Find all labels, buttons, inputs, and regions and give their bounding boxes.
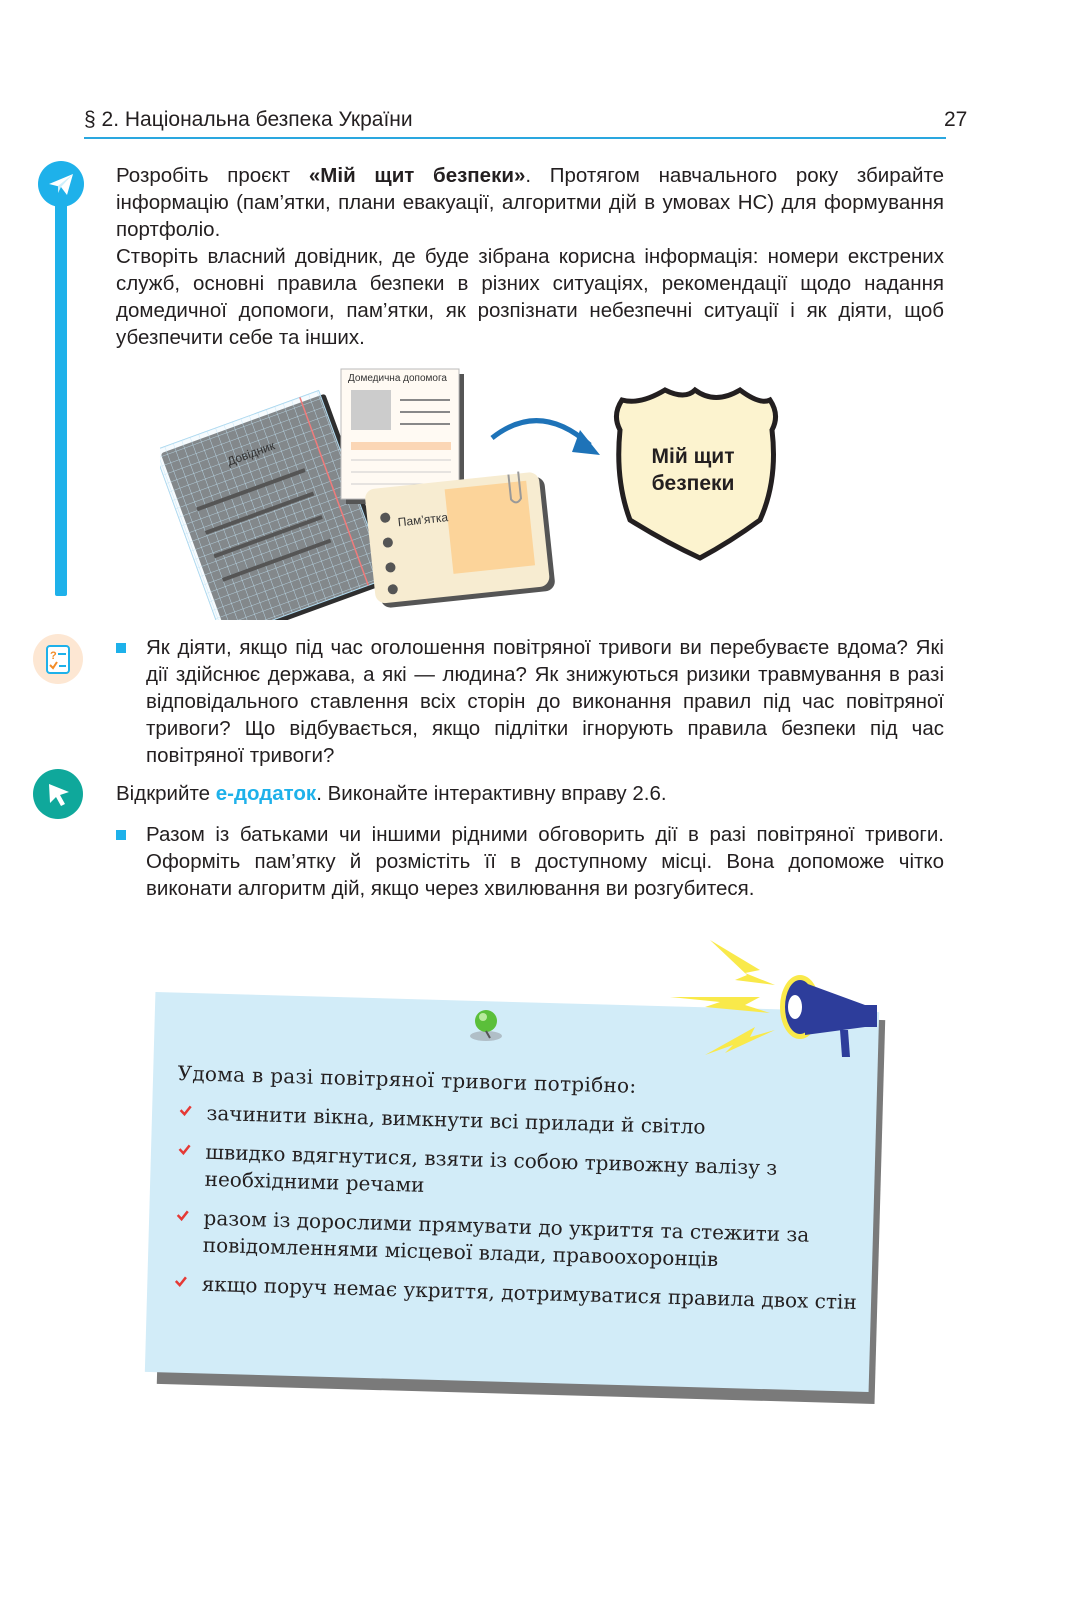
bullet-marker <box>116 643 126 653</box>
note-item: якщо поруч немає укриття, дотримуватися правила двох стін <box>171 1270 861 1316</box>
megaphone-icon <box>665 935 885 1065</box>
handbook-paragraph: Створіть власний довідник, де буде зібрана корисна інформація: номери екстрених служб, основні правила безпеки в різних ситуаціях, рекомендації щодо надання домедичної допомоги, пам’ятки, як розпізнати небезпечні ситуації і як діяти, щоб убезпечити себе та інших. <box>116 245 944 349</box>
cursor-icon <box>33 769 83 819</box>
checkmark-icon <box>177 1142 191 1156</box>
project-name: «Мій щит безпеки» <box>308 164 526 187</box>
pushpin-icon <box>466 1004 510 1044</box>
memo-label: Пам’ятка <box>397 510 449 530</box>
project-side-bar <box>55 198 67 596</box>
task-text: Разом із батьками чи іншими рідними обговорить дії в разі повітряної тривоги. Оформіть пам’ятку й розмістіть її в доступному місці. Вона допоможе чітко виконати алгоритм дій, якщо через хвилювання ви розгубитеся. <box>146 823 944 900</box>
e-app-line: Відкрийте е-додаток. Виконайте інтерактивну вправу 2.6. <box>116 782 667 805</box>
page-number: 27 <box>944 108 968 131</box>
shield-text: Мій щит безпеки <box>651 445 735 495</box>
paper-plane-icon <box>38 161 84 207</box>
note-item: зачинити вікна, вимкнути всі прилади й світло <box>176 1099 866 1145</box>
checkmark-icon <box>174 1274 188 1288</box>
header-rule <box>84 137 946 139</box>
notebook-label: Довідник <box>225 438 277 469</box>
running-header: § 2. Національна безпека України <box>84 108 413 131</box>
question-text: Як діяти, якщо під час оголошення повітряної тривоги ви перебуваєте вдома? Які дії здійснює держава, а які — людина? Як знижуються ризики травмування в разі відповідального ставлення всіх сторін до виконання правил під час повітряної тривоги? Що відбувається, якщо підлітки ігнорують правила безпеки під час повітряної тривоги? <box>146 636 944 767</box>
first-aid-label: Домедична допомога <box>348 373 447 384</box>
memo-card-illustration <box>364 469 556 609</box>
arrow-icon <box>492 421 590 445</box>
checkmark-icon <box>175 1208 189 1222</box>
note-content <box>171 1060 868 1328</box>
note-item: швидко вдягнутися, взяти із собою тривожну валізу з необхідними речами <box>174 1138 865 1211</box>
project-paragraph: Розробіть проєкт «Мій щит безпеки». Протягом навчального року збирайте інформацію (пам’ятки, плани евакуації, алгоритми дій в умовах НС) для формування портфоліо. <box>116 164 945 241</box>
note-item: разом із дорослими прямувати до укриття та стежити за повідомленнями місцевої влади, правоохоронців <box>172 1204 863 1277</box>
note-title: Удома в разі повітряної тривоги потрібно: <box>177 1060 637 1098</box>
svg-text:?: ? <box>50 650 57 662</box>
checkmark-icon <box>178 1103 192 1117</box>
question-checklist-icon <box>33 634 83 684</box>
e-app-link[interactable]: е-додаток <box>215 782 317 805</box>
bullet-marker <box>116 830 126 840</box>
